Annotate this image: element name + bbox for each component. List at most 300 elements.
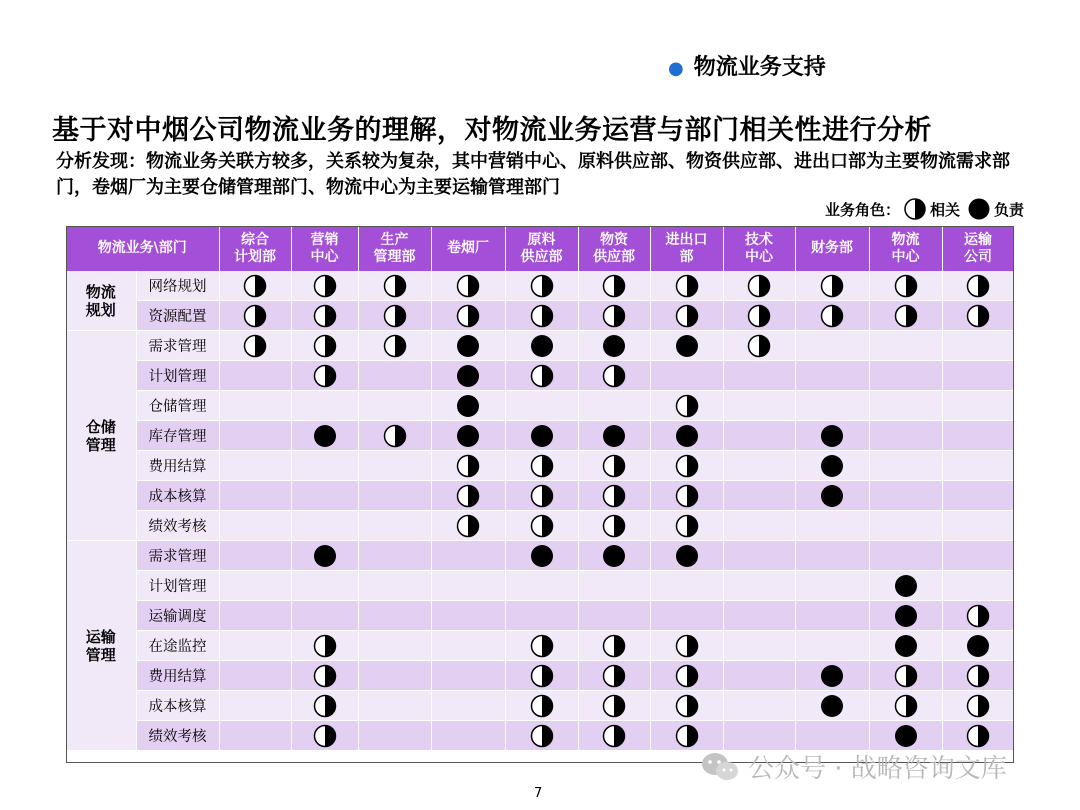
legend-label: 业务角色： [824,200,900,219]
half-circle-icon [894,694,918,718]
full-circle-icon [602,424,626,448]
half-circle-icon [675,304,699,328]
role-cell [650,361,723,391]
legend-half-label: 相关 [929,200,960,219]
role-cell [505,571,578,601]
role-cell [650,451,723,481]
role-cell [869,571,942,601]
half-circle-icon [243,334,267,358]
role-cell [869,421,942,451]
half-circle-icon [602,694,626,718]
role-cell [291,691,358,721]
full-circle-icon [675,544,699,568]
half-circle-icon [456,514,480,538]
role-cell [219,601,291,631]
half-circle-icon [530,304,554,328]
legend-full-label: 负责 [993,200,1024,219]
department-header: 进出口 部 [650,226,723,271]
full-circle-icon [530,544,554,568]
role-cell [578,331,650,361]
half-circle-icon [313,694,337,718]
role-cell [505,721,578,751]
role-cell [723,361,795,391]
role-cell [723,541,795,571]
legend [825,198,1024,220]
half-circle-icon [675,274,699,298]
role-cell [723,631,795,661]
full-circle-icon [966,634,990,658]
item-label: 费用结算 [136,661,219,691]
half-circle-icon [456,274,480,298]
department-header: 综合 计划部 [219,226,291,271]
half-circle-icon [602,364,626,388]
role-cell [219,721,291,751]
half-circle-icon [675,634,699,658]
role-cell [431,511,505,541]
role-cell [723,421,795,451]
role-cell [219,661,291,691]
half-circle-icon [966,724,990,748]
item-label: 费用结算 [136,451,219,481]
role-cell [358,301,431,331]
table-row [66,661,1014,691]
full-circle-icon [456,364,480,388]
role-cell [942,721,1014,751]
header-row [66,226,1014,271]
relevance-matrix [66,226,1015,751]
half-circle-icon [383,274,407,298]
role-cell [505,301,578,331]
full-circle-icon [313,544,337,568]
role-cell [358,511,431,541]
half-circle-icon [602,484,626,508]
role-cell [795,391,869,421]
role-cell [650,481,723,511]
role-cell [291,421,358,451]
full-circle-icon [820,424,844,448]
role-cell [723,301,795,331]
role-cell [291,451,358,481]
role-cell [795,631,869,661]
role-cell [358,721,431,751]
role-cell [942,571,1014,601]
role-cell [578,301,650,331]
role-cell [723,481,795,511]
role-cell [650,661,723,691]
table-row [66,391,1014,421]
table-row [66,301,1014,331]
full-circle-icon [456,394,480,418]
role-cell [219,391,291,421]
table-row [66,571,1014,601]
department-header: 卷烟厂 [431,226,505,271]
full-circle-icon [530,334,554,358]
role-cell [291,271,358,301]
department-header: 财务部 [795,226,869,271]
half-circle-icon [530,364,554,388]
role-cell [358,571,431,601]
full-circle-icon [820,454,844,478]
role-cell [869,361,942,391]
role-cell [650,511,723,541]
item-label: 计划管理 [136,361,219,391]
role-cell [358,661,431,691]
role-cell [942,691,1014,721]
role-cell [942,361,1014,391]
role-cell [942,271,1014,301]
role-cell [650,421,723,451]
role-cell [869,511,942,541]
half-circle-icon [530,664,554,688]
full-circle-icon [602,544,626,568]
role-cell [505,601,578,631]
role-cell [505,391,578,421]
half-circle-icon [383,424,407,448]
role-cell [358,631,431,661]
bullet-icon: ● [668,58,684,79]
role-cell [723,331,795,361]
role-cell [358,361,431,391]
half-circle-icon [904,198,926,220]
department-header: 物资 供应部 [578,226,650,271]
half-circle-icon [675,664,699,688]
role-cell [942,601,1014,631]
role-cell [431,451,505,481]
role-cell [219,541,291,571]
role-cell [291,541,358,571]
role-cell [723,391,795,421]
department-header: 营销 中心 [291,226,358,271]
item-label: 在途监控 [136,631,219,661]
half-circle-icon [966,604,990,628]
half-circle-icon [313,724,337,748]
role-cell [795,271,869,301]
table-row [66,691,1014,721]
half-circle-icon [243,274,267,298]
full-circle-icon [894,634,918,658]
half-circle-icon [747,334,771,358]
role-cell [723,451,795,481]
full-circle-icon [894,724,918,748]
full-circle-icon [530,424,554,448]
full-circle-icon [313,424,337,448]
role-cell [431,601,505,631]
role-cell [358,451,431,481]
role-cell [431,631,505,661]
role-cell [869,331,942,361]
item-label: 需求管理 [136,331,219,361]
watermark [700,748,1007,785]
role-cell [869,301,942,331]
half-circle-icon [313,274,337,298]
half-circle-icon [966,274,990,298]
role-cell [650,721,723,751]
role-cell [578,691,650,721]
half-circle-icon [675,454,699,478]
role-cell [358,271,431,301]
role-cell [795,451,869,481]
role-cell [578,391,650,421]
half-circle-icon [313,664,337,688]
role-cell [219,331,291,361]
role-cell [650,301,723,331]
role-cell [358,691,431,721]
role-cell [505,481,578,511]
role-cell [431,571,505,601]
role-cell [723,271,795,301]
item-label: 库存管理 [136,421,219,451]
role-cell [291,391,358,421]
table-row [66,271,1014,301]
role-cell [578,571,650,601]
role-cell [723,601,795,631]
role-cell [505,511,578,541]
role-cell [942,631,1014,661]
role-cell [650,691,723,721]
half-circle-icon [456,454,480,478]
role-cell [578,421,650,451]
item-label: 运输调度 [136,601,219,631]
half-circle-icon [966,304,990,328]
page-number: 7 [534,786,543,801]
role-cell [219,451,291,481]
role-cell [650,271,723,301]
role-cell [219,481,291,511]
role-cell [358,391,431,421]
role-cell [942,511,1014,541]
half-circle-icon [602,634,626,658]
page-title: 基于对中烟公司物流业务的理解，对物流业务运营与部门相关性进行分析 [52,115,932,146]
role-cell [431,391,505,421]
role-cell [723,511,795,541]
role-cell [795,601,869,631]
role-cell [578,721,650,751]
role-cell [505,541,578,571]
role-cell [942,451,1014,481]
item-label: 成本核算 [136,691,219,721]
role-cell [219,421,291,451]
table-row [66,361,1014,391]
role-cell [505,331,578,361]
half-circle-icon [894,304,918,328]
department-header: 物流 中心 [869,226,942,271]
full-circle-icon [820,484,844,508]
role-cell [358,481,431,511]
role-cell [869,691,942,721]
role-cell [942,331,1014,361]
half-circle-icon [313,334,337,358]
role-cell [291,331,358,361]
role-cell [578,451,650,481]
role-cell [505,631,578,661]
role-cell [942,481,1014,511]
department-header: 生产 管理部 [358,226,431,271]
role-cell [723,691,795,721]
half-circle-icon [602,514,626,538]
watermark-text: 公众号 · 战略咨询文库 [748,754,1007,784]
role-cell [795,541,869,571]
half-circle-icon [820,274,844,298]
matrix-body [66,271,1014,751]
group-label: 运输 管理 [66,541,136,751]
item-label: 计划管理 [136,571,219,601]
half-circle-icon [675,694,699,718]
role-cell [578,631,650,661]
half-circle-icon [747,274,771,298]
half-circle-icon [675,394,699,418]
role-cell [291,571,358,601]
half-circle-icon [530,274,554,298]
half-circle-icon [530,514,554,538]
role-cell [795,331,869,361]
half-circle-icon [747,304,771,328]
role-cell [431,361,505,391]
item-label: 网络规划 [136,271,219,301]
role-cell [578,481,650,511]
half-circle-icon [383,334,407,358]
role-cell [578,541,650,571]
role-cell [219,691,291,721]
role-cell [219,301,291,331]
item-label: 需求管理 [136,541,219,571]
table-row [66,331,1014,361]
half-circle-icon [602,304,626,328]
item-label: 绩效考核 [136,721,219,751]
corner-header: 物流业务\部门 [66,226,219,271]
role-cell [795,511,869,541]
role-cell [650,541,723,571]
table-row [66,631,1014,661]
department-header: 运输 公司 [942,226,1014,271]
role-cell [869,541,942,571]
item-label: 资源配置 [136,301,219,331]
role-cell [358,601,431,631]
role-cell [358,421,431,451]
role-cell [219,271,291,301]
role-cell [869,721,942,751]
role-cell [795,421,869,451]
half-circle-icon [456,484,480,508]
half-circle-icon [243,304,267,328]
role-cell [795,721,869,751]
role-cell [219,631,291,661]
role-cell [723,721,795,751]
role-cell [291,481,358,511]
half-circle-icon [383,304,407,328]
role-cell [578,361,650,391]
wechat-icon [700,751,740,783]
role-cell [431,301,505,331]
department-header: 原料 供应部 [505,226,578,271]
full-circle-icon [675,334,699,358]
role-cell [431,481,505,511]
item-label: 成本核算 [136,481,219,511]
role-cell [723,571,795,601]
role-cell [578,271,650,301]
role-cell [942,541,1014,571]
table-row [66,481,1014,511]
role-cell [869,601,942,631]
role-cell [291,721,358,751]
role-cell [505,451,578,481]
role-cell [358,541,431,571]
half-circle-icon [602,454,626,478]
section-tag [668,50,826,81]
half-circle-icon [675,724,699,748]
half-circle-icon [602,274,626,298]
department-header: 技术 中心 [723,226,795,271]
role-cell [431,331,505,361]
role-cell [291,511,358,541]
table-row [66,421,1014,451]
role-cell [505,421,578,451]
role-cell [650,571,723,601]
role-cell [505,661,578,691]
role-cell [869,661,942,691]
role-cell [431,421,505,451]
role-cell [291,661,358,691]
half-circle-icon [313,634,337,658]
role-cell [795,691,869,721]
analysis-finding: 分析发现：物流业务关联方较多，关系较为复杂，其中营销中心、原料供应部、物资供应部、进出口部为主要物流需求部门，卷烟厂为主要仓储管理部门、物流中心为主要运输管理部门 [56,151,1010,198]
role-cell [431,691,505,721]
full-circle-icon [602,334,626,358]
half-circle-icon [602,664,626,688]
half-circle-icon [456,304,480,328]
half-circle-icon [966,664,990,688]
full-circle-icon [675,424,699,448]
group-label: 物流 规划 [66,271,136,331]
role-cell [942,421,1014,451]
role-cell [219,571,291,601]
half-circle-icon [675,484,699,508]
full-circle-icon [894,574,918,598]
role-cell [869,481,942,511]
table-row [66,451,1014,481]
full-circle-icon [894,604,918,628]
role-cell [650,331,723,361]
role-cell [291,631,358,661]
role-cell [291,301,358,331]
table-row [66,541,1014,571]
table-row [66,721,1014,751]
half-circle-icon [530,694,554,718]
role-cell [942,301,1014,331]
role-cell [431,721,505,751]
role-cell [650,601,723,631]
role-cell [650,631,723,661]
role-cell [431,541,505,571]
role-cell [869,451,942,481]
full-circle-icon [820,694,844,718]
half-circle-icon [530,634,554,658]
role-cell [505,361,578,391]
role-cell [869,631,942,661]
full-circle-icon [820,664,844,688]
half-circle-icon [602,724,626,748]
role-cell [723,661,795,691]
role-cell [358,331,431,361]
role-cell [219,511,291,541]
role-cell [942,661,1014,691]
group-label: 仓储 管理 [66,331,136,541]
full-circle-icon [968,198,990,220]
role-cell [431,271,505,301]
half-circle-icon [820,304,844,328]
item-label: 仓储管理 [136,391,219,421]
half-circle-icon [894,274,918,298]
half-circle-icon [966,694,990,718]
